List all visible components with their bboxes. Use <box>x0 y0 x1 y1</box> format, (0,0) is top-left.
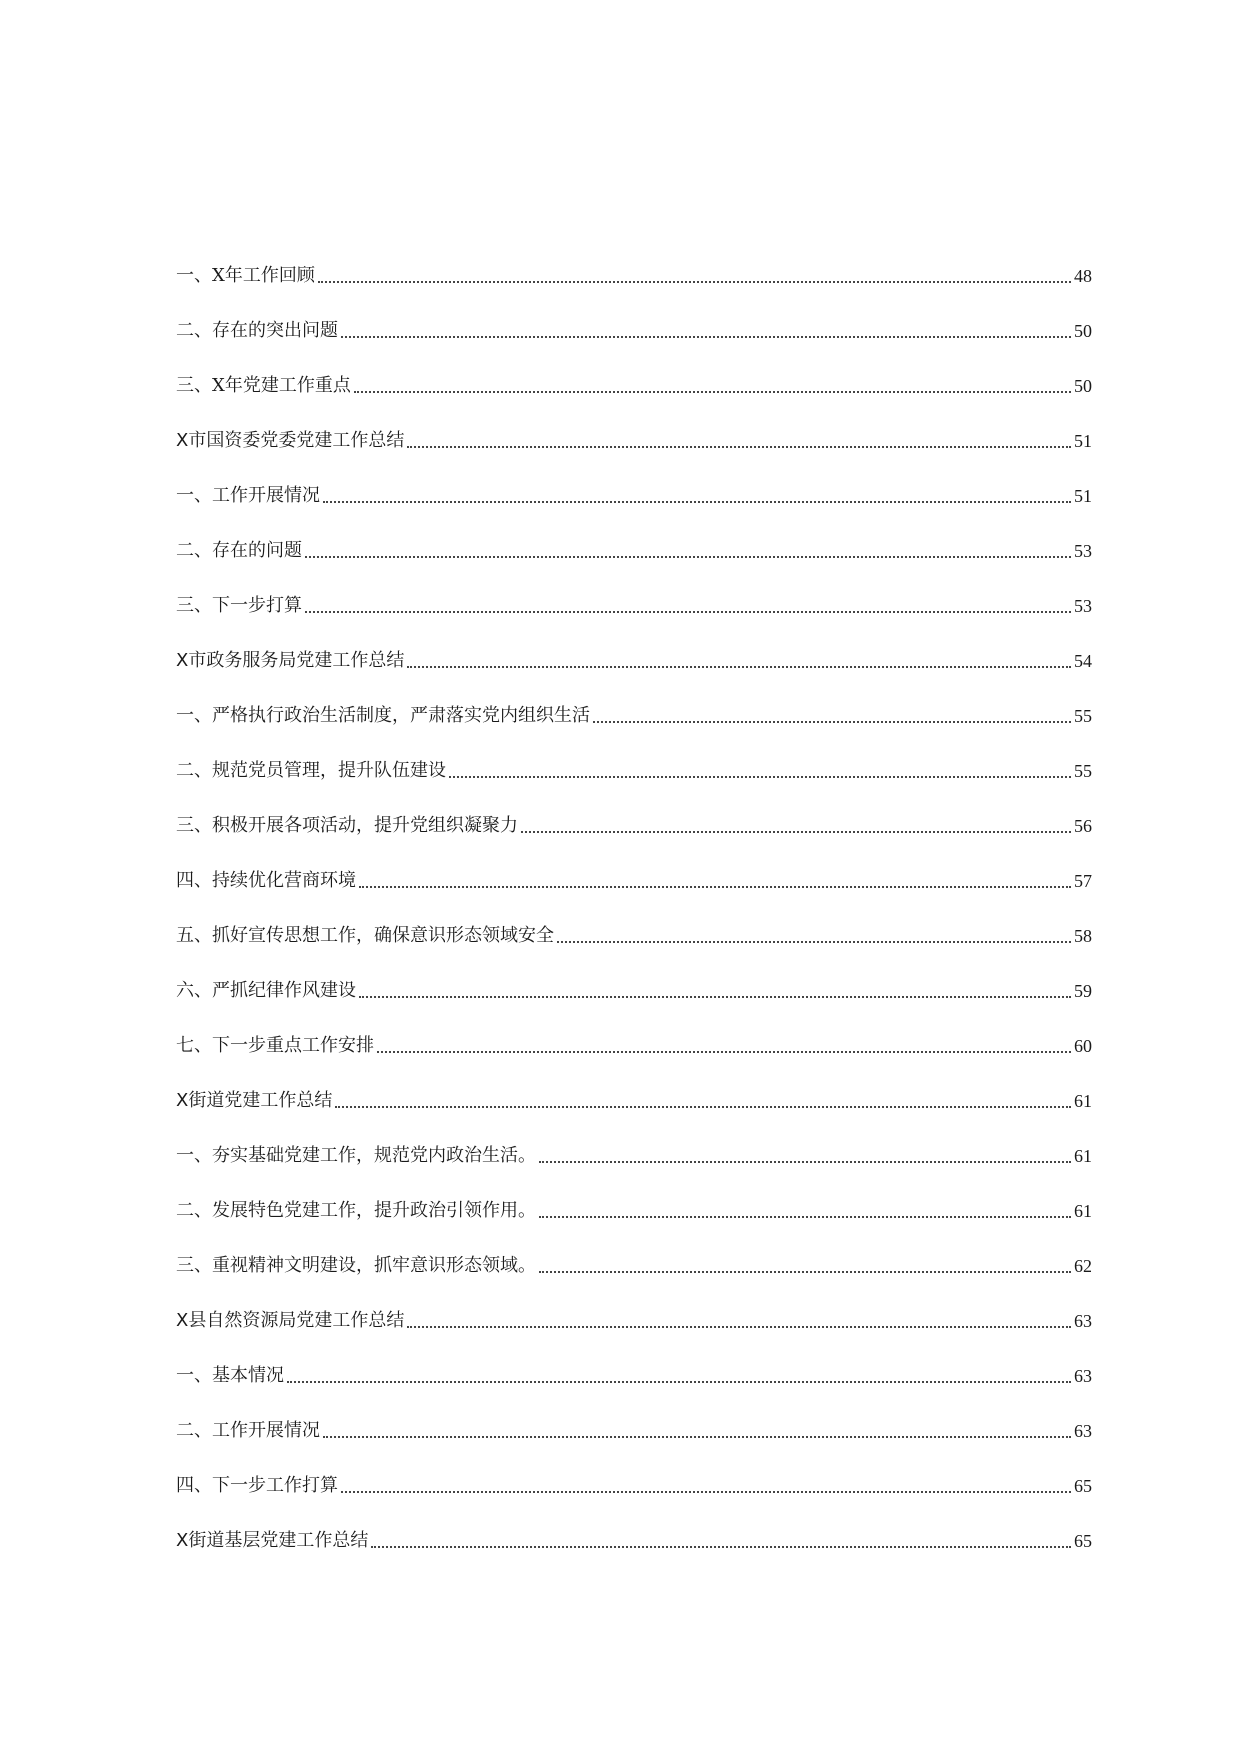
toc-page-number: 63 <box>1074 1366 1092 1386</box>
toc-entry-label: 一、夯实基础党建工作，规范党内政治生活。 <box>176 1145 536 1166</box>
toc-entry-label: 三、重视精神文明建设，抓牢意识形态领域。 <box>176 1255 536 1276</box>
toc-entry-label: 一、工作开展情况 <box>176 485 320 506</box>
dot-leader <box>593 721 1071 723</box>
toc-entry[interactable] <box>176 233 1092 288</box>
toc-entry[interactable] <box>176 343 1092 398</box>
dot-leader <box>521 831 1071 833</box>
dot-leader <box>305 556 1071 558</box>
toc-page-number: 53 <box>1074 541 1092 561</box>
toc-page-number: 61 <box>1074 1201 1092 1221</box>
toc-entry[interactable] <box>176 1388 1092 1443</box>
dot-leader <box>305 611 1071 613</box>
toc-entry-label: 四、持续优化营商环境 <box>176 870 356 891</box>
dot-leader <box>287 1381 1071 1383</box>
toc-entry-label: 二、发展特色党建工作，提升政治引领作用。 <box>176 1200 536 1221</box>
dot-leader <box>539 1271 1071 1273</box>
toc-entry[interactable] <box>176 1333 1092 1388</box>
toc-page-number: 50 <box>1074 321 1092 341</box>
toc-page-number: 56 <box>1074 816 1092 836</box>
dot-leader <box>539 1216 1071 1218</box>
dot-leader <box>341 336 1071 338</box>
toc-entry-label: 一、严格执行政治生活制度，严肃落实党内组织生活 <box>176 705 590 726</box>
toc-entry-label: 三、积极开展各项活动，提升党组织凝聚力 <box>176 815 518 836</box>
dot-leader <box>359 996 1071 998</box>
dot-leader <box>323 501 1071 503</box>
toc-entry-label: 二、存在的突出问题 <box>176 320 338 341</box>
toc-entry[interactable] <box>176 728 1092 783</box>
toc-entry[interactable] <box>176 1113 1092 1168</box>
toc-entry[interactable] <box>176 948 1092 1003</box>
toc-entry-label: 三、X年党建工作重点 <box>176 375 351 396</box>
toc-entry[interactable] <box>176 838 1092 893</box>
dot-leader <box>407 1326 1071 1328</box>
toc-entry-label: 四、下一步工作打算 <box>176 1475 338 1496</box>
toc-page-number: 51 <box>1074 431 1092 451</box>
dot-leader <box>407 666 1071 668</box>
toc-page-number: 53 <box>1074 596 1092 616</box>
toc-entry-label: X街道党建工作总结 <box>176 1090 333 1111</box>
toc-entry-label: 一、基本情况 <box>176 1365 284 1386</box>
table-of-contents <box>176 233 1092 1553</box>
toc-page-number: 58 <box>1074 926 1092 946</box>
toc-section-heading[interactable] <box>176 618 1092 673</box>
toc-entry[interactable] <box>176 1168 1092 1223</box>
dot-leader <box>318 281 1071 283</box>
toc-section-heading[interactable] <box>176 1278 1092 1333</box>
toc-entry[interactable] <box>176 563 1092 618</box>
dot-leader <box>377 1051 1071 1053</box>
toc-page-number: 62 <box>1074 1256 1092 1276</box>
dot-leader <box>449 776 1071 778</box>
toc-entry[interactable] <box>176 1443 1092 1498</box>
dot-leader <box>323 1436 1071 1438</box>
toc-entry[interactable] <box>176 508 1092 563</box>
toc-entry-label: 三、下一步打算 <box>176 595 302 616</box>
toc-page-number: 50 <box>1074 376 1092 396</box>
toc-page-number: 61 <box>1074 1146 1092 1166</box>
toc-page-number: 55 <box>1074 761 1092 781</box>
toc-page-number: 60 <box>1074 1036 1092 1056</box>
dot-leader <box>359 886 1071 888</box>
toc-page-number: 55 <box>1074 706 1092 726</box>
toc-entry[interactable] <box>176 893 1092 948</box>
toc-entry-label: X市国资委党委党建工作总结 <box>176 430 405 451</box>
toc-section-heading[interactable] <box>176 1058 1092 1113</box>
toc-page-number: 54 <box>1074 651 1092 671</box>
toc-entry-label: 二、存在的问题 <box>176 540 302 561</box>
toc-page-number: 65 <box>1074 1476 1092 1496</box>
dot-leader <box>341 1491 1071 1493</box>
toc-page-number: 59 <box>1074 981 1092 1001</box>
toc-entry-label: X街道基层党建工作总结 <box>176 1530 369 1551</box>
dot-leader <box>335 1106 1071 1108</box>
toc-page-number: 65 <box>1074 1531 1092 1551</box>
toc-entry[interactable] <box>176 1223 1092 1278</box>
toc-entry[interactable] <box>176 1003 1092 1058</box>
toc-entry-label: 六、严抓纪律作风建设 <box>176 980 356 1001</box>
toc-section-heading[interactable] <box>176 398 1092 453</box>
toc-entry[interactable] <box>176 288 1092 343</box>
toc-entry-label: 二、工作开展情况 <box>176 1420 320 1441</box>
toc-entry-label: X市政务服务局党建工作总结 <box>176 650 405 671</box>
toc-page-number: 61 <box>1074 1091 1092 1111</box>
dot-leader <box>354 391 1071 393</box>
dot-leader <box>557 941 1071 943</box>
dot-leader <box>371 1546 1071 1548</box>
toc-entry-label: 五、抓好宣传思想工作，确保意识形态领域安全 <box>176 925 554 946</box>
toc-page-number: 51 <box>1074 486 1092 506</box>
toc-entry[interactable] <box>176 453 1092 508</box>
toc-section-heading[interactable] <box>176 1498 1092 1553</box>
toc-entry[interactable] <box>176 673 1092 728</box>
toc-page-number: 48 <box>1074 266 1092 286</box>
toc-page-number: 63 <box>1074 1311 1092 1331</box>
toc-entry-label: 七、下一步重点工作安排 <box>176 1035 374 1056</box>
toc-entry[interactable] <box>176 783 1092 838</box>
toc-entry-label: 二、规范党员管理，提升队伍建设 <box>176 760 446 781</box>
dot-leader <box>539 1161 1071 1163</box>
toc-page-number: 63 <box>1074 1421 1092 1441</box>
toc-page-number: 57 <box>1074 871 1092 891</box>
toc-entry-label: X县自然资源局党建工作总结 <box>176 1310 405 1331</box>
toc-entry-label: 一、X年工作回顾 <box>176 265 315 286</box>
dot-leader <box>407 446 1071 448</box>
